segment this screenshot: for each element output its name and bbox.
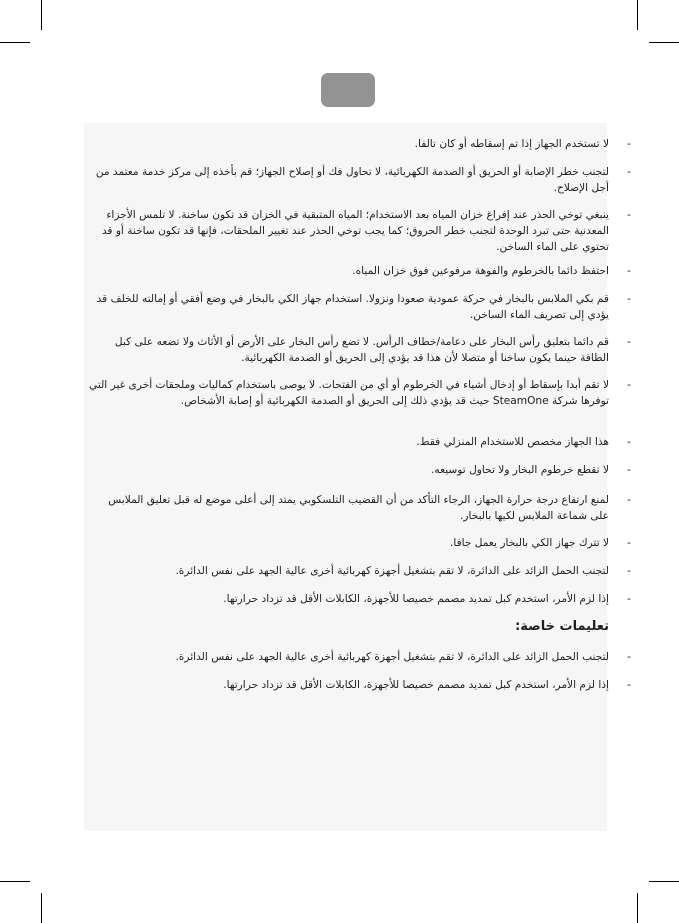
bullet-dash: - (627, 650, 631, 663)
list-item (89, 649, 631, 665)
bullet-dash: - (627, 292, 631, 305)
list-item-text: لا تقم أبدا بإسقاط أو إدخال أشياء في الخرطوم أو أي من الفتحات. لا يوصى باستخدام كماليات وملحقات أخرى غير التي توفرها شركة SteamOne حيث قد يؤدي ذلك إلى الحريق أو الصدمة الكهربائية أو إصابة الأشخاص. (89, 379, 609, 407)
list-item-text: قم دائما بتعليق رأس البخار على دعامة/خطاف الرأس. لا تضع رأس البخار على الأرض أو الأثاث ولا تضعه على كبل الطاقة حينما يكون ساخنا أو متصلا لأن هذا قد يؤدي إلى الحريق أو الصدمة الكهربائية. (114, 336, 609, 364)
list-item (89, 677, 631, 693)
bullet-dash: - (627, 137, 631, 150)
bullet-dash: - (627, 493, 631, 506)
list-item (89, 535, 631, 551)
list-item-text: لمنع ارتفاع درجة حرارة الجهاز، الرجاء التأكد من أن القضيب التلسكوبي يمتد إلى أعلى موضع له قبل تعليق الملابس على شماعة الملابس لكيها بالبخار. (108, 494, 609, 522)
bullet-dash: - (627, 378, 631, 391)
crop-mark (649, 42, 679, 43)
bullet-dash: - (627, 208, 631, 221)
list-item (89, 377, 631, 409)
list-item (89, 291, 631, 323)
bullet-dash: - (627, 592, 631, 605)
list-item-text: هذا الجهاز مخصص للاستخدام المنزلي فقط. (416, 436, 609, 448)
crop-mark (649, 881, 679, 882)
list-item (89, 136, 631, 152)
list-item (89, 263, 631, 279)
list-item (89, 591, 631, 607)
list-item-text: لا تترك جهاز الكي بالبخار يعمل جافا. (449, 537, 609, 549)
crop-mark (41, 0, 42, 30)
bullet-dash: - (627, 335, 631, 348)
list-item (89, 462, 631, 478)
list-item-text: قم بكي الملابس بالبخار في حركة عمودية صعودا ونزولا. استخدام جهاز الكي بالبخار في وضع أفقي أو إمالته للخلف قد يؤدي إلى تصريف الماء الساخن. (96, 293, 609, 321)
bullet-dash: - (627, 165, 631, 178)
list-item-text: احتفظ دائما بالخرطوم والفوهة مرفوعين فوق خزان المياه. (352, 265, 609, 277)
list-item (89, 563, 631, 579)
bullet-dash: - (627, 435, 631, 448)
list-item (89, 492, 631, 524)
list-item-text: لا تقطع خرطوم البخار ولا تحاول توسيعه. (431, 464, 609, 476)
list-item (89, 434, 631, 450)
bullet-dash: - (627, 678, 631, 691)
list-item-text: إذا لزم الأمر، استخدم كبل تمديد مصمم خصيصا للأجهزة، الكابلات الأقل قد تزداد حرارتها. (223, 593, 609, 605)
bullet-dash: - (627, 264, 631, 277)
list-item-text: لتجنب الحمل الزائد على الدائرة، لا تقم بتشغيل أجهزة كهربائية أخرى عالية الجهد على نفس الدائرة. (175, 651, 609, 663)
list-item (89, 334, 631, 366)
crop-mark (637, 0, 638, 30)
crop-mark (0, 881, 30, 882)
list-item-text: ينبغي توخي الحذر عند إفراغ خزان المياه بعد الاستخدام؛ المياه المتبقية في الخزان قد تكون ساخنة. لا تلمس الأجزاء المعدنية حتى تبرد الوحدة لتجنب خطر الحروق؛ كما يجب توخي الحذر عند تغيير الملحقات، فإنها قد تكون ساخنة أو قد تحتوي على الماء الساخن. (101, 209, 609, 253)
list-item-text: لتجنب الحمل الزائد على الدائرة، لا تقم بتشغيل أجهزة كهربائية أخرى عالية الجهد على نفس الدائرة. (175, 565, 609, 577)
list-item-text: لتجنب خطر الإصابة أو الحريق أو الصدمة الكهربائية، لا تحاول فك أو إصلاح الجهاز؛ قم بأخذه إلى مركز خدمة معتمد من أجل الإصلاح. (95, 166, 609, 194)
list-item (89, 207, 631, 255)
list-item (89, 164, 631, 196)
bullet-dash: - (627, 463, 631, 476)
section-tab (321, 73, 375, 107)
crop-mark (0, 42, 30, 43)
bullet-dash: - (627, 536, 631, 549)
bullet-dash: - (627, 564, 631, 577)
crop-mark (637, 893, 638, 923)
special-instructions-heading: تعليمات خاصة: (515, 619, 609, 634)
list-item-text: لا تستخدم الجهاز إذا تم إسقاطه أو كان تالفا. (414, 138, 609, 150)
list-item-text: إذا لزم الأمر، استخدم كبل تمديد مصمم خصيصا للأجهزة، الكابلات الأقل قد تزداد حرارتها. (223, 679, 609, 691)
crop-mark (41, 893, 42, 923)
